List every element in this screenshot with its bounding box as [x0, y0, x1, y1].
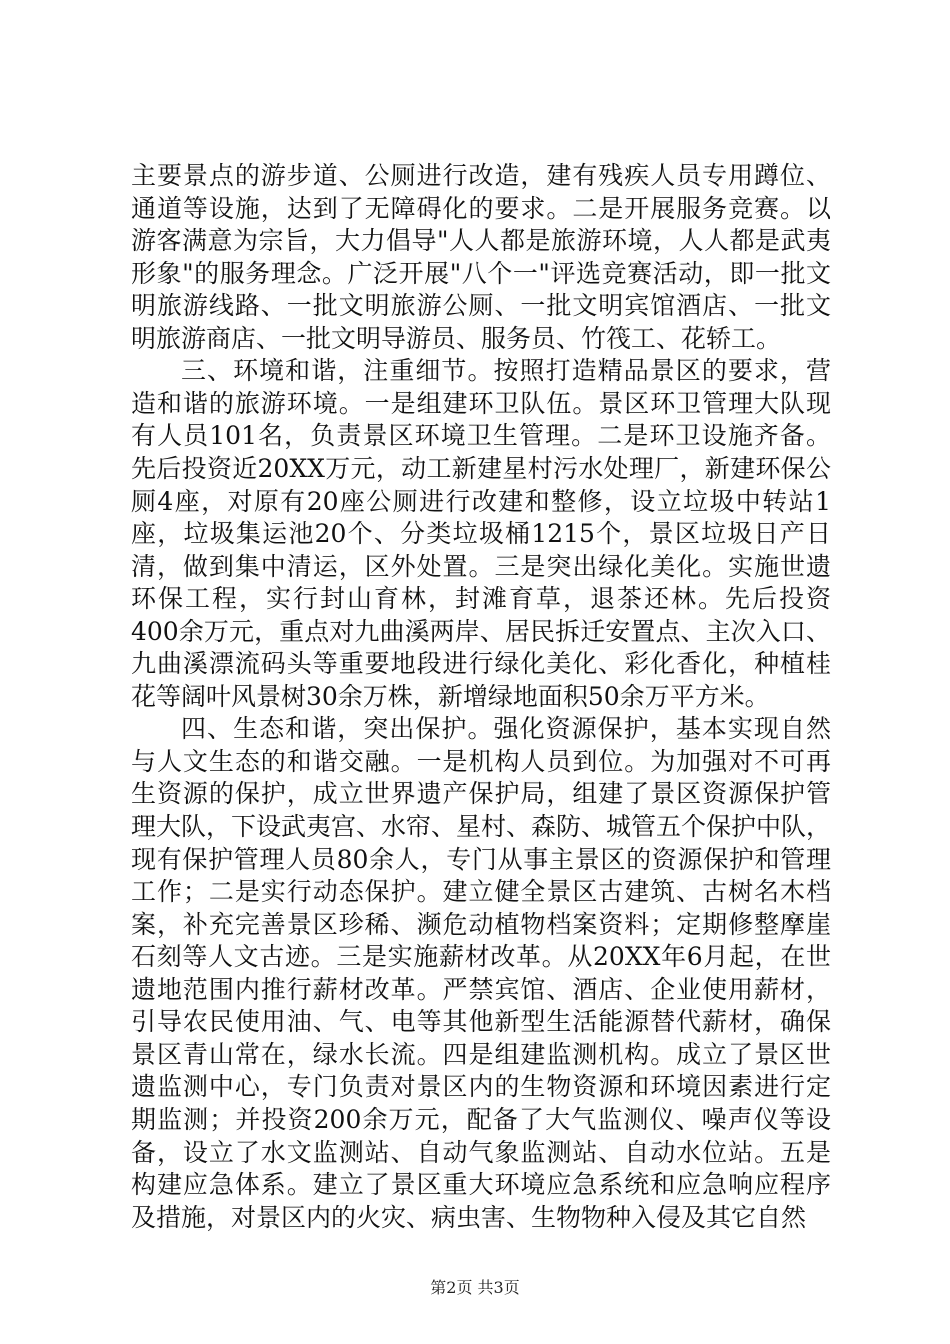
text-line: 明旅游线路、一批文明旅游公厕、一批文明宾馆酒店、一批文 [131, 291, 831, 321]
text-line: 先后投资近20XX万元，动工新建星村污水处理厂，新建环保公 [131, 453, 831, 483]
text-line: 九曲溪漂流码头等重要地段进行绿化美化、彩化香化，种植桂 [131, 649, 831, 679]
text-line: 座，垃圾集运池20个、分类垃圾桶1215个，景区垃圾日产日 [131, 519, 831, 549]
text-line: 清，做到集中清运，区外处置。三是突出绿化美化。实施世遗 [131, 551, 831, 581]
text-line: 形象"的服务理念。广泛开展"八个一"评选竞赛活动，即一批文 [131, 258, 831, 288]
text-line: 游客满意为宗旨，大力倡导"人人都是旅游环境，人人都是武夷 [131, 226, 831, 256]
text-line: 及措施，对景区内的火灾、病虫害、生物物种入侵及其它自然 [131, 1202, 807, 1232]
text-line: 花等阔叶风景树30余万株，新增绿地面积50余万平方米。 [131, 681, 770, 711]
text-line: 构建应急体系。建立了景区重大环境应急系统和应急响应程序 [131, 1170, 831, 1200]
text-line: 通道等设施，达到了无障碍化的要求。二是开展服务竞赛。以 [131, 193, 831, 223]
text-line: 有人员101名，负责景区环境卫生管理。二是环卫设施齐备。 [131, 421, 831, 451]
text-line: 石刻等人文古迹。三是实施薪材改革。从20XX年6月起，在世 [131, 942, 831, 972]
text-line: 明旅游商店、一批文明导游员、服务员、竹筏工、花轿工。 [131, 323, 782, 353]
text-line: 厕4座，对原有20座公厕进行改建和整修，设立垃圾中转站1 [131, 486, 831, 516]
page-footer: 第2页 共3页 [430, 1278, 520, 1297]
text-line: 四、生态和谐，突出保护。强化资源保护，基本实现自然 [181, 714, 831, 744]
text-line: 主要景点的游步道、公厕进行改造，建有残疾人员专用蹲位、 [131, 161, 831, 190]
text-line: 理大队，下设武夷宫、水帘、星村、森防、城管五个保护中队， [131, 812, 831, 841]
text-line: 景区青山常在，绿水长流。四是组建监测机构。成立了景区世 [131, 1039, 831, 1069]
text-line: 引导农民使用油、气、电等其他新型生活能源替代薪材，确保 [131, 1007, 831, 1037]
text-line: 400余万元，重点对九曲溪两岸、居民拆迁安置点、主次入口、 [131, 616, 831, 646]
text-line: 期监测；并投资200余万元，配备了大气监测仪、噪声仪等设 [131, 1104, 831, 1134]
text-line: 环保工程，实行封山育林，封滩育草，退茶还林。先后投资 [131, 584, 831, 614]
text-line: 工作；二是实行动态保护。建立健全景区古建筑、古树名木档 [131, 877, 831, 907]
text-line: 造和谐的旅游环境。一是组建环卫队伍。景区环卫管理大队现 [131, 388, 831, 418]
text-line: 案，补充完善景区珍稀、濒危动植物档案资料；定期修整摩崖 [131, 909, 831, 939]
text-line: 现有保护管理人员80余人，专门从事主景区的资源保护和管理 [131, 844, 831, 874]
text-line: 备，设立了水文监测站、自动气象监测站、自动水位站。五是 [131, 1137, 831, 1167]
text-line: 与人文生态的和谐交融。一是机构人员到位。为加强对不可再 [131, 746, 831, 776]
text-line: 遗监测中心，专门负责对景区内的生物资源和环境因素进行定 [131, 1072, 831, 1102]
text-line: 遗地范围内推行薪材改革。严禁宾馆、酒店、企业使用薪材， [131, 974, 831, 1004]
text-line: 三、环境和谐，注重细节。按照打造精品景区的要求，营 [181, 356, 831, 386]
text-line: 生资源的保护，成立世界遗产保护局，组建了景区资源保护管 [131, 779, 831, 809]
